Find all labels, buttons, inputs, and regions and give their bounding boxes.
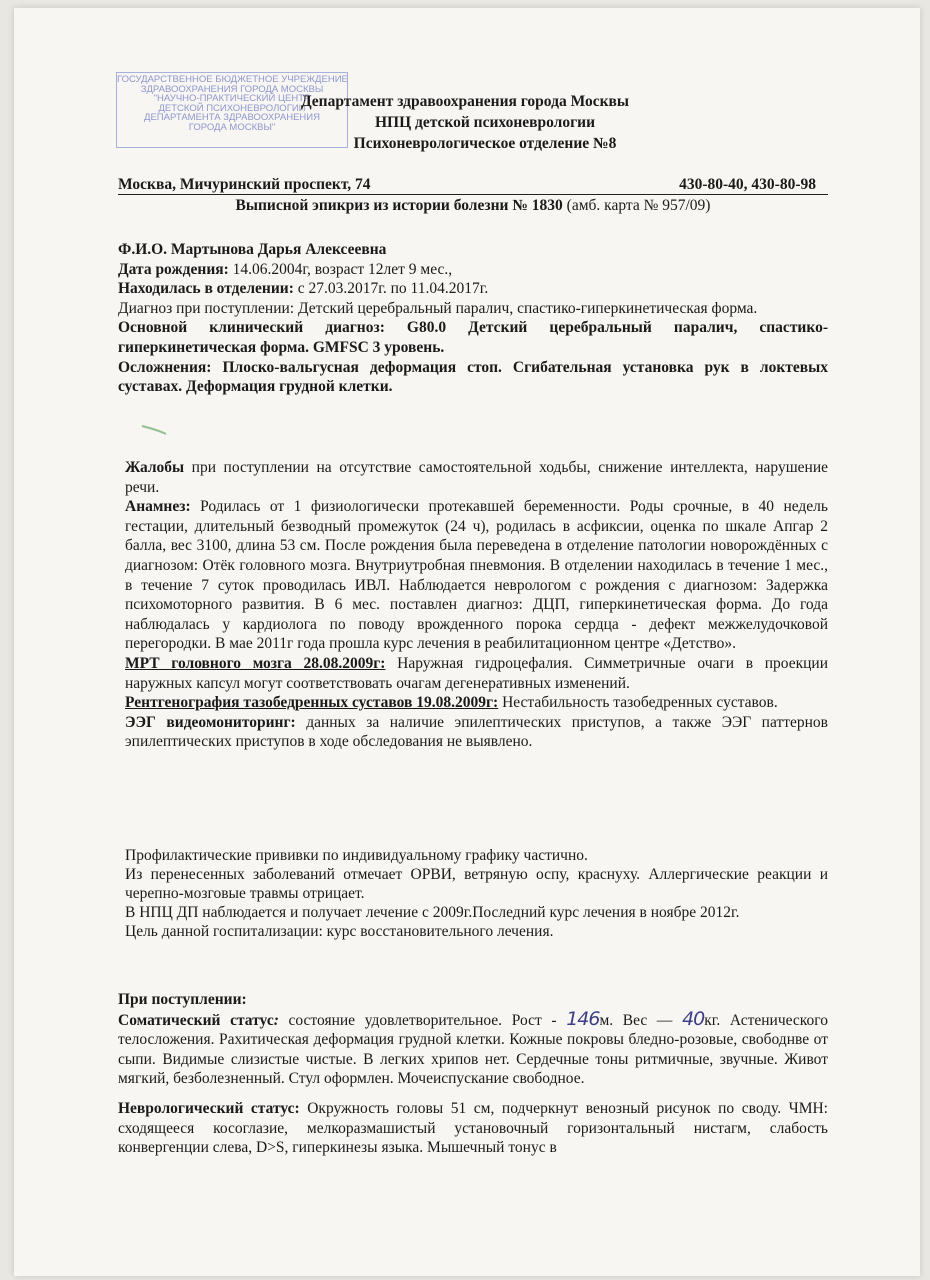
eeg-label: ЭЭГ видеомониторинг: — [125, 713, 296, 731]
mri-text: Наружная гидроцефалия. Симметричные очаги в проекции наружных капсул могут соответствовать очагам дегенеративных изменений. — [125, 654, 828, 692]
somatic-text-a: состояние удовлетворительное. Рост - — [278, 1011, 567, 1029]
anamnesis-label: Анамнез: — [125, 498, 191, 516]
complaints-text: при поступлении на отсутствие самостоятельной ходьбы, снижение интеллекта, нарушение речи. — [125, 459, 828, 496]
treatment-history: В НПЦ ДП наблюдается и получает лечение с 2009г.Последний курс лечения в ноябре 2012г. — [125, 904, 740, 921]
xray-result — [125, 693, 828, 713]
address-line — [118, 175, 828, 195]
main-diagnosis: Основной клинический диагноз: G80.0 Детский церебральный паралич, спастико-гиперкинетическая форма. GMFSC 3 уровень. — [118, 319, 828, 356]
unit-heading: Психоневрологическое отделение №8 — [353, 135, 617, 152]
patient-info — [118, 240, 828, 397]
admission-heading: При поступлении: — [118, 991, 247, 1008]
complaints-label: Жалобы — [125, 459, 185, 476]
anamnesis — [125, 497, 828, 654]
stay-line — [118, 279, 828, 299]
center-heading: НПЦ детской психоневрологии — [374, 114, 596, 131]
phone-numbers: 430-80-40, 430-80-98 — [679, 176, 816, 193]
mri-label: МРТ головного мозга 28.08.2009г: — [125, 654, 386, 672]
xray-text: Нестабильность тазобедренных суставов. — [498, 694, 778, 712]
past-illnesses: Из перенесенных заболеваний отмечает ОРВИ, ветряную оспу, краснуху. Аллергические реакции и черепно-мозговые травмы отрицает. — [125, 866, 828, 902]
birth-date-line — [118, 260, 828, 280]
handwritten-height: 146 — [566, 1007, 600, 1030]
somatic-status — [118, 1007, 828, 1089]
history-section — [125, 458, 828, 752]
green-pen-mark — [140, 422, 170, 436]
eeg-text: данных за наличие эпилептических приступов, а также ЭЭГ паттернов эпилептических приступов в ходе обследования не выявлено. — [125, 713, 828, 751]
birth-date-value: 14.06.2004г, возраст 12лет 9 мес., — [228, 260, 453, 278]
patient-name: Ф.И.О. Мартынова Дарья Алексеевна — [118, 241, 387, 258]
anamnesis-text: Родилась от 1 физиологически протекавшей беременности. Роды срочные, в 40 недель гестации, длительный безводный промежуток (24 ч), родилась в асфиксии, оценка по шкале Апгар 2 балла, вес 3100, длина 53 см. После рождения была переведена в отделение патологии новорождённых с диагнозом: Отёк головного мозга. Внутриутробная пневмония. В отделении находилась в течение 1 мес., в течение 7 суток проводилась ИВЛ. Наблюдается неврологом с рождения с диагнозом: Задержка психомоторного развития. В 6 мес. поставлен диагноз: ДЦП, гиперкинетическая форма. До года наблюдалась у кардиолога по поводу врожденного порока сердца - дефект межжелудочковой перегородки. В мае 2011г года прошла курс лечения в реабилитационном центре «Детство». — [125, 498, 828, 653]
handwritten-weight: 40 — [682, 1007, 705, 1030]
stamp-line: ГОРОДА МОСКВЫ" — [188, 121, 276, 133]
eeg-result — [125, 713, 828, 752]
admission-section — [118, 990, 828, 1158]
xray-label: Рентгенография тазобедренных суставов 19.08.2009г: — [125, 694, 499, 712]
history-number: 1830 — [531, 197, 563, 214]
complaints — [125, 458, 828, 497]
hospitalization-goal: Цель данной госпитализации: курс восстановительного лечения. — [125, 923, 554, 940]
complications: Осложнения: Плоско-вальгусная деформация стоп. Сгибательная установка рук в локтевых суставах. Деформация грудной клетки. — [118, 358, 828, 396]
department-heading: Департамент здравоохранения города Москвы — [300, 93, 630, 110]
stamp-line: "НАУЧНО-ПРАКТИЧЕСКИЙ ЦЕНТР — [153, 93, 311, 104]
mri-result — [125, 654, 828, 693]
outpatient-card: (амб. карта № 957/09) — [562, 197, 711, 214]
stay-value: с 27.03.2017г. по 11.04.2017г. — [293, 280, 489, 298]
stamp-line: ЗДРАВООХРАНЕНИЯ ГОРОДА МОСКВЫ — [140, 83, 324, 95]
somatic-text-c: кг. Астенического телосложения. Рахитическая деформация грудной клетки. Кожные покровы бледно-розовые, свободнве от сыпи. Видимые слизистые чистые. В легких хрипов нет. Сердечные тоны ритмичные, звучные. Живот мягкий, безболезненный. Стул оформлен. Мочеиспускание свободное. — [118, 1011, 828, 1088]
birth-date-label: Дата рождения: — [118, 260, 229, 278]
stay-label: Находилась в отделении: — [118, 280, 294, 298]
somatic-colon: : — [273, 1011, 279, 1029]
address: Москва, Мичуринский проспект, 74 — [118, 176, 371, 193]
neuro-text: Окружность головы 51 см, подчеркнут венозный рисунок по своду. ЧМН: сходящееся косоглазие, мелкоразмашистый установочный горизонтальный нистагм, слабость конвергенции слева, D>S, гиперкинезы языка. Мышечный тонус в — [118, 1099, 828, 1157]
admission-diagnosis: Диагноз при поступлении: Детский церебральный паралич, спастико-гиперкинетическая форма. — [118, 299, 758, 317]
neuro-label: Неврологический статус: — [118, 1099, 300, 1117]
title-main: Выписной эпикриз из истории болезни № — [235, 197, 532, 214]
vaccinations: Профилактические прививки по индивидуальному графику частично. — [125, 847, 588, 864]
additional-history — [125, 846, 828, 941]
document-title — [118, 196, 828, 215]
stamp-line: ДЕПАРТАМЕНТА ЗДРАВООХРАНЕНИЯ — [144, 112, 320, 123]
stamp-line: ГОСУДАРСТВЕННОЕ БЮДЖЕТНОЕ УЧРЕЖДЕНИЕ — [117, 74, 348, 85]
neuro-status — [118, 1099, 828, 1158]
somatic-label: Соматический статус — [118, 1011, 274, 1029]
somatic-text-b: м. Вес — — [599, 1011, 683, 1029]
stamp-line: ДЕТСКОЙ ПСИХОНЕВРОЛОГИИ — [158, 102, 306, 114]
